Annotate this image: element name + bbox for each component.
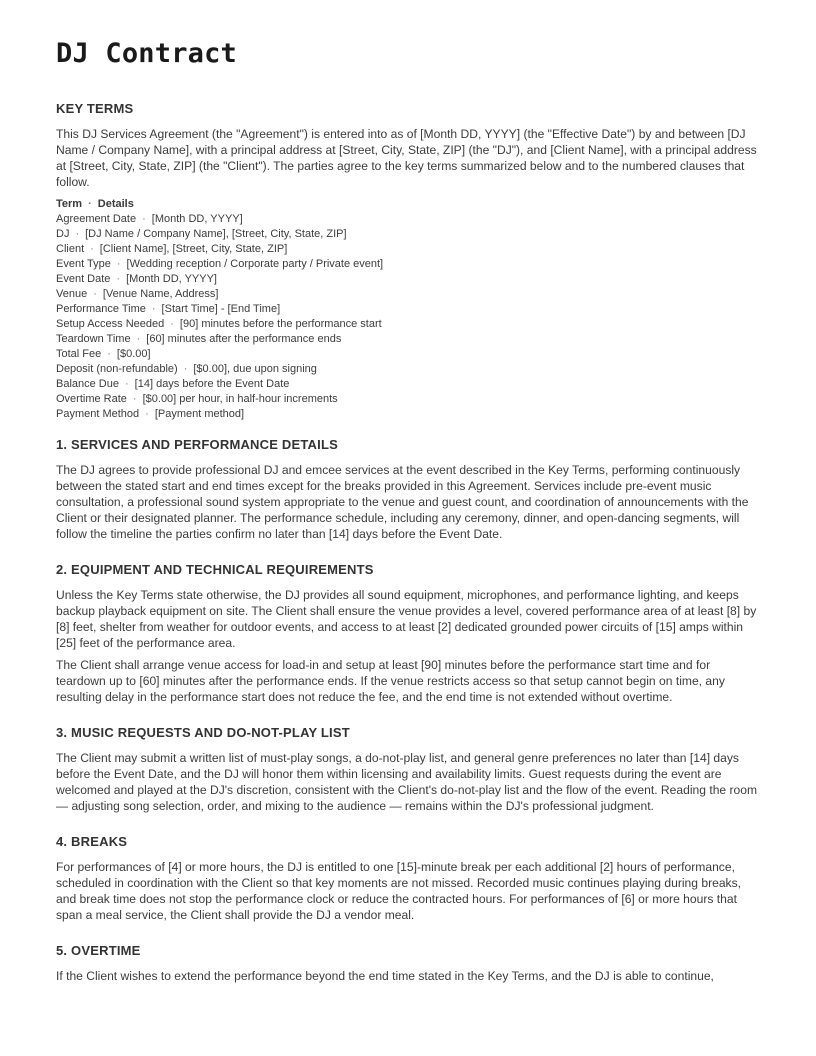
separator: · <box>125 378 129 390</box>
separator: · <box>75 228 80 240</box>
clause-paragraph: The DJ agrees to provide professional DJ and emcee services at the event described in the Key Terms, performing continuously between the stated start and end times except for the breaks provided in this Agreement. Services include pre-event music consultation, a professional sound system appropriate to the venue and guest count, and coordination of announcements with the Client or their designated planner. The performance schedule, including any ceremony, dinner, and open-dancing segments, will follow the timeline the parties confirm no later than [14] days before the Event Date. <box>56 463 749 541</box>
separator: · <box>93 288 97 300</box>
separator: · <box>136 333 141 345</box>
separator: · <box>183 363 188 375</box>
key-term-row <box>56 257 760 272</box>
key-term-name: Teardown Time <box>56 333 131 345</box>
separator: · <box>151 303 156 315</box>
key-term-name: Performance Time <box>56 303 146 315</box>
separator: · <box>132 393 137 405</box>
key-term-name: Overtime Rate <box>56 393 127 405</box>
key-term-details: [Payment method] <box>154 408 245 420</box>
key-terms-table <box>56 197 760 422</box>
numbered-clauses <box>56 437 760 984</box>
key-term-row <box>56 347 760 362</box>
key-term-details: [$0.00], due upon signing <box>193 363 317 375</box>
clause-paragraph: The Client shall arrange venue access for load-in and setup at least [90] minutes before the performance start time and for teardown up to [60] minutes after the performance ends. If the venue restricts access so that setup cannot begin on time, any resulting delay in the performance start does not reduce the fee, and the end time is not extended without overtime. <box>56 658 725 704</box>
key-term-row <box>56 242 760 257</box>
key-term-details: [Month DD, YYYY] <box>151 213 243 225</box>
key-term-row <box>56 212 760 227</box>
key-term-name: Payment Method <box>56 408 140 420</box>
key-term-row <box>56 287 760 302</box>
key-term-details: [Start Time] - [End Time] <box>161 303 281 315</box>
key-term-name: Event Date <box>56 273 111 285</box>
key-term-name: Venue <box>56 288 88 300</box>
key-term-row <box>56 272 760 287</box>
key-term-name: Total Fee <box>56 348 102 360</box>
clause-paragraph: If the Client wishes to extend the performance beyond the end time stated in the Key Terms, and the DJ is able to continue, <box>56 969 714 983</box>
clause-section <box>56 834 760 923</box>
key-term-row <box>56 362 760 377</box>
clause-paragraph: For performances of [4] or more hours, the DJ is entitled to one [15]-minute break per each additional [2] hours of performance, scheduled in coordination with the Client so that key moments are not missed. Recorded music continues playing during breaks, and break time does not stop the performance clock or reduce the contracted hours. For performances of [6] or more hours that span a meal service, the Client shall provide the DJ a vendor meal. <box>56 860 742 922</box>
key-term-details: [Month DD, YYYY] <box>126 273 217 285</box>
key-term-details: [$0.00] <box>116 348 151 360</box>
key-terms-heading: KEY TERMS <box>56 101 134 116</box>
key-term-name: Agreement Date <box>56 213 137 225</box>
key-term-name: Balance Due <box>56 378 119 390</box>
clause-section <box>56 437 760 542</box>
key-term-details: [$0.00] per hour, in half-hour increments <box>142 393 338 405</box>
document-title: DJ Contract <box>56 38 238 69</box>
key-term-row <box>56 302 760 317</box>
separator: · <box>90 243 94 255</box>
key-term-details: [Client Name], [Street, City, State, ZIP] <box>99 243 288 255</box>
separator: · <box>88 198 92 210</box>
separator: · <box>145 408 149 420</box>
key-term-details: [60] minutes after the performance ends <box>146 333 342 345</box>
key-term-name: Deposit (non-refundable) <box>56 363 178 375</box>
clause-section <box>56 725 760 814</box>
separator: · <box>116 258 121 270</box>
clause-heading: 2. EQUIPMENT AND TECHNICAL REQUIREMENTS <box>56 562 374 577</box>
details-column-header: Details <box>97 198 134 210</box>
clause-heading: 4. BREAKS <box>56 834 128 849</box>
key-terms-intro: This DJ Services Agreement (the "Agreement") is entered into as of [Month DD, YYYY] (the "Effective Date") by and between [DJ Name / Company Name], with a principal address at [Street, City, State, ZIP] (the "DJ"), and [Client Name], with a principal address at [Street, City, State, ZIP] (the "Client"). The parties agree to the key terms summarized below and to the numbered clauses that follow. <box>56 127 757 189</box>
clause-section <box>56 562 760 705</box>
clause-paragraph: The Client may submit a written list of must-play songs, a do-not-play list, and general genre preferences no later than [14] days before the Event Date, and the DJ will honor them within licensing and availability limits. Guest requests during the event are welcomed and played at the DJ's discretion, consistent with the Client's do-not-play list and the flow of the event. Reading the room — adjusting song selection, order, and mixing to the audience — remains within the DJ's professional judgment. <box>56 751 758 813</box>
key-term-details: [Wedding reception / Corporate party / Private event] <box>126 258 384 270</box>
separator: · <box>116 273 121 285</box>
key-term-name: DJ <box>56 228 70 240</box>
key-term-row <box>56 227 760 242</box>
separator: · <box>107 348 111 360</box>
clause-heading: 3. MUSIC REQUESTS AND DO-NOT-PLAY LIST <box>56 725 350 740</box>
key-term-details: [DJ Name / Company Name], [Street, City, State, ZIP] <box>85 228 347 240</box>
key-term-row <box>56 317 760 332</box>
key-term-row <box>56 332 760 347</box>
key-term-row <box>56 407 760 422</box>
separator: · <box>170 318 174 330</box>
clause-section <box>56 943 760 984</box>
clause-paragraph: Unless the Key Terms state otherwise, the DJ provides all sound equipment, microphones, and performance lighting, and keeps backup playback equipment on site. The Client shall ensure the venue provides a level, covered performance area of at least [8] by [8] feet, shelter from weather for outdoor events, and access to at least [2] dedicated grounded power circuits of [15] amps within [25] feet of the performance area. <box>56 588 757 650</box>
key-term-details: [Venue Name, Address] <box>102 288 219 300</box>
key-term-name: Setup Access Needed <box>56 318 165 330</box>
key-term-row <box>56 392 760 407</box>
key-term-details: [14] days before the Event Date <box>134 378 290 390</box>
separator: · <box>142 213 146 225</box>
key-term-details: [90] minutes before the performance start <box>179 318 382 330</box>
key-term-name: Client <box>56 243 85 255</box>
clause-heading: 5. OVERTIME <box>56 943 141 958</box>
key-term-row <box>56 377 760 392</box>
clause-heading: 1. SERVICES AND PERFORMANCE DETAILS <box>56 437 338 452</box>
key-terms-header-row <box>56 197 760 212</box>
key-term-name: Event Type <box>56 258 111 270</box>
term-column-header: Term <box>56 198 83 210</box>
